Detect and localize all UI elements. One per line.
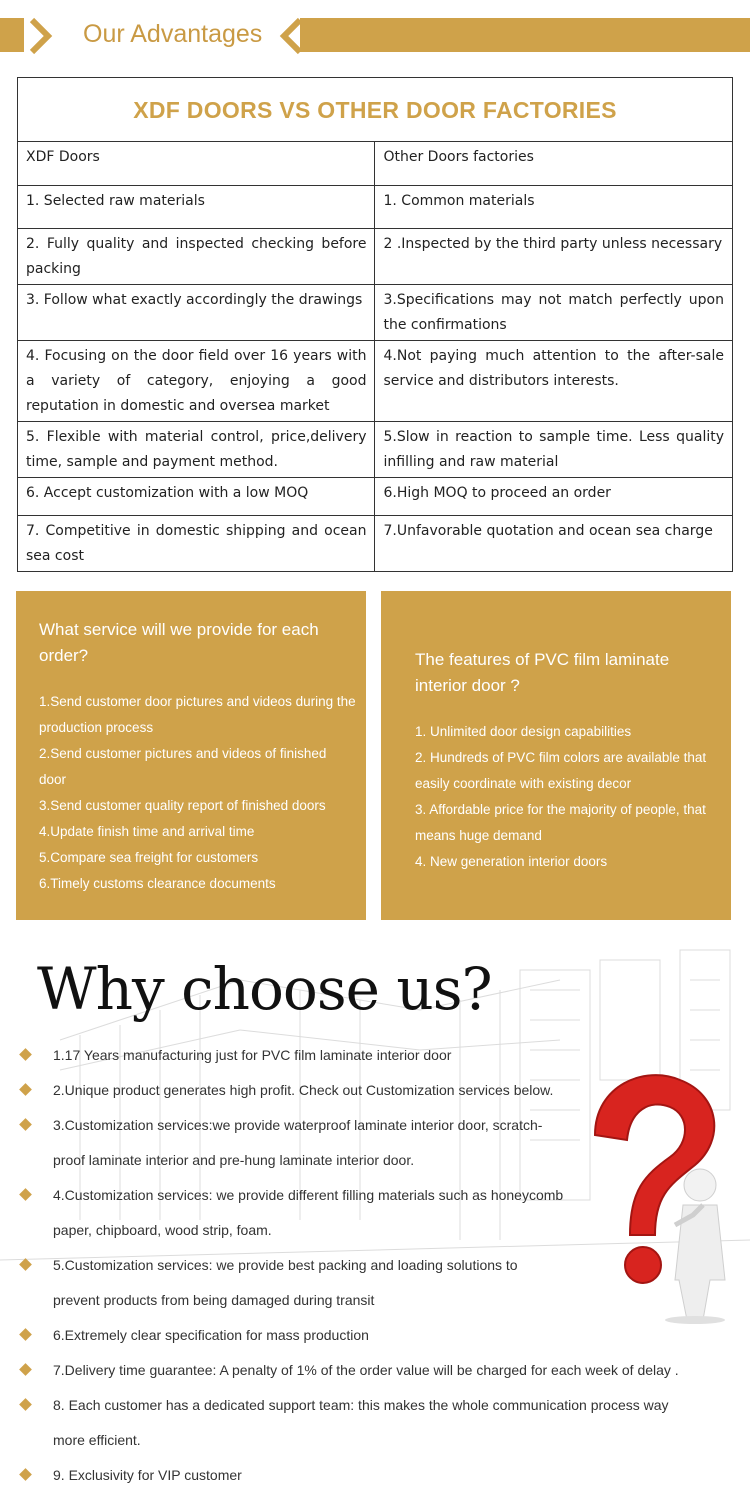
list-item: 1.Send customer door pictures and videos during the production process [39, 694, 356, 735]
column-header-other: Other Doors factories [375, 142, 733, 186]
features-box-title: The features of PVC film laminate interior door ? [415, 650, 670, 695]
table-cell-xdf: 6. Accept customization with a low MOQ [18, 478, 375, 516]
why-choose-us-section: Why choose us? 1.17 Years manufacturing just for PVC film laminate interior door 2.Unique product generates high profit. Check out Customization services below. 3.Customization services:we provide waterproof laminate interior door, scratch- proof laminate interior and pre-hung laminate interior door. 4.Customization services: we provide different filling materials such as honeycomb paper, chipboard, wood strip, foam. 5.Customization services: we provide best packing and loading solutions to prevent products from being damaged during transit 6.Extremely clear specification for mass production 7.Delivery time guarantee: A penalty of 1% of the order value will be charged for each week of delay . 8. Each customer has a dedicated support team: this makes the whole communication process way more efficient. 9. Exclusivity for VIP customer [0, 940, 750, 1511]
column-header-xdf: XDF Doors [18, 142, 375, 186]
table-cell-other: 5.Slow in reaction to sample time. Less quality infilling and raw material [375, 422, 733, 478]
table-row [18, 285, 733, 341]
comparison-title: XDF DOORS VS OTHER DOOR FACTORIES [18, 78, 733, 142]
header-bar-right [300, 18, 750, 52]
table-row [18, 186, 733, 229]
table-row [18, 478, 733, 516]
table-cell-xdf: 7. Competitive in domestic shipping and ocean sea cost [18, 516, 375, 572]
table-row [18, 341, 733, 422]
question-mark-figure [575, 1065, 750, 1325]
table-cell-other: 3.Specifications may not match perfectly upon the confirmations [375, 285, 733, 341]
features-box [381, 591, 731, 920]
why-title: Why choose us? [37, 955, 492, 1023]
comparison-table [17, 77, 733, 572]
table-cell-other: 6.High MOQ to proceed an order [375, 478, 733, 516]
list-item: 4.Update finish time and arrival time [39, 824, 255, 839]
header-title: Our Advantages [83, 20, 263, 48]
table-cell-other: 4.Not paying much attention to the after-sale service and distributors interests. [375, 341, 733, 422]
list-item: 1. Unlimited door design capabilities [415, 724, 632, 739]
table-cell-xdf: 5. Flexible with material control, price,delivery time, sample and payment method. [18, 422, 375, 478]
table-cell-xdf: 1. Selected raw materials [18, 186, 375, 229]
features-list [415, 719, 721, 875]
service-box-title: What service will we provide for each order? [39, 620, 319, 665]
list-item: 2. Hundreds of PVC film colors are available that easily coordinate with existing decor [415, 750, 707, 791]
list-item: 5.Compare sea freight for customers [39, 850, 259, 865]
table-cell-xdf: 4. Focusing on the door field over 16 years with a variety of category, enjoying a good reputation in domestic and oversea market [18, 341, 375, 422]
table-row [18, 422, 733, 478]
section-header [0, 0, 750, 80]
service-list [39, 689, 356, 897]
comparison-title-row [18, 78, 733, 142]
list-item: 2.Send customer pictures and videos of finished door [39, 746, 327, 787]
table-cell-xdf: 2. Fully quality and inspected checking before packing [18, 229, 375, 285]
service-box [16, 591, 366, 920]
list-item: 6.Timely customs clearance documents [39, 876, 276, 891]
header-bar-left [0, 18, 24, 52]
table-cell-other: 2 .Inspected by the third party unless necessary [375, 229, 733, 285]
list-item: 4. New generation interior doors [415, 854, 608, 869]
table-cell-xdf: 3. Follow what exactly accordingly the drawings [18, 285, 375, 341]
comparison-header-row [18, 142, 733, 186]
table-cell-other: 1. Common materials [375, 186, 733, 229]
chevron-right-icon [26, 16, 62, 56]
list-item: 3. Affordable price for the majority of people, that means huge demand [415, 802, 706, 843]
table-row [18, 229, 733, 285]
list-item: 3.Send customer quality report of finished doors [39, 798, 326, 813]
table-row [18, 516, 733, 572]
table-cell-other: 7.Unfavorable quotation and ocean sea charge [375, 516, 733, 572]
